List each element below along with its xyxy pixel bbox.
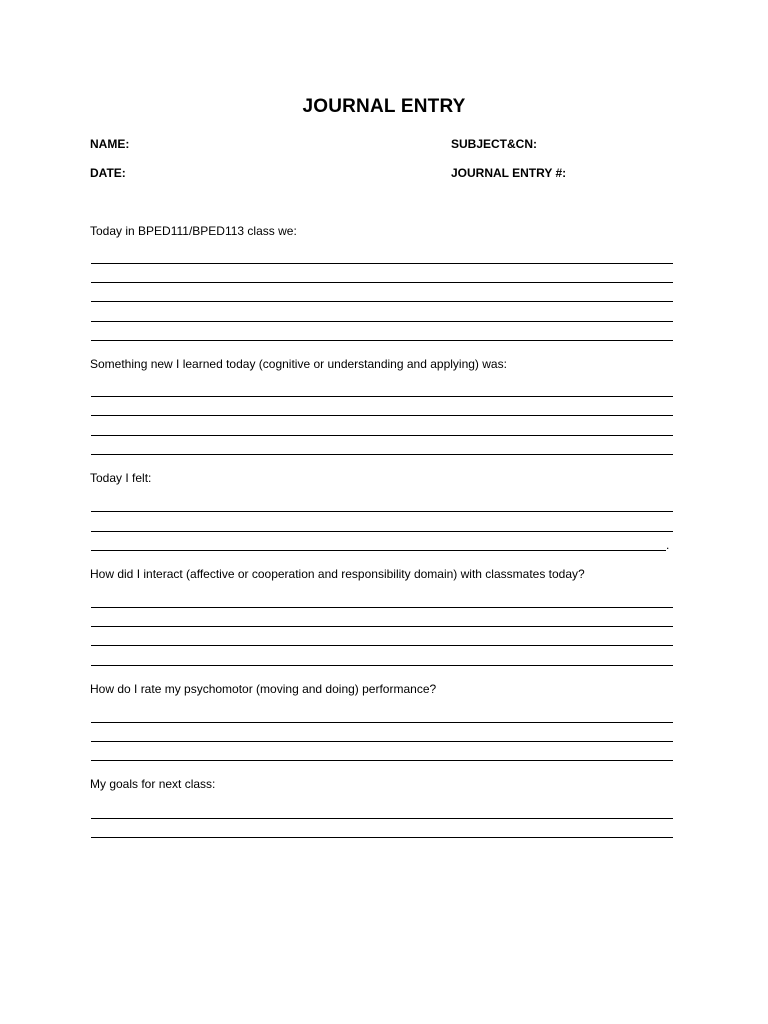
section-prompt: How did I interact (affective or cooperation and responsibility domain) with classmates today?: [90, 567, 585, 581]
section-prompt: My goals for next class:: [90, 777, 216, 791]
section-prompt: Today in BPED111/BPED113 class we:: [90, 224, 297, 238]
name-label: NAME:: [90, 137, 130, 151]
section-prompt: Something new I learned today (cognitive or understanding and applying) was:: [90, 357, 507, 371]
journal-entry-number-label: JOURNAL ENTRY #:: [451, 166, 567, 180]
writing-line[interactable]: [91, 415, 673, 416]
writing-line[interactable]: [91, 531, 673, 532]
trailing-period: .: [666, 538, 670, 552]
section-prompt: Today I felt:: [90, 471, 152, 485]
writing-line[interactable]: [91, 665, 673, 666]
writing-line[interactable]: [91, 760, 673, 761]
writing-line[interactable]: [91, 396, 673, 397]
writing-line[interactable]: [91, 263, 673, 264]
writing-line[interactable]: [91, 722, 673, 723]
page-title: JOURNAL ENTRY: [302, 96, 466, 117]
writing-line[interactable]: [91, 454, 673, 455]
writing-line[interactable]: [91, 818, 673, 819]
writing-line[interactable]: [91, 340, 673, 341]
writing-line[interactable]: [91, 741, 673, 742]
writing-line[interactable]: [91, 435, 673, 436]
writing-line[interactable]: [91, 321, 673, 322]
writing-line[interactable]: [91, 511, 673, 512]
writing-line[interactable]: [91, 550, 666, 551]
writing-line[interactable]: [91, 837, 673, 838]
date-label: DATE:: [90, 166, 126, 180]
writing-line[interactable]: [91, 626, 673, 627]
section-prompt: How do I rate my psychomotor (moving and doing) performance?: [90, 682, 437, 696]
writing-line[interactable]: [91, 282, 673, 283]
writing-line[interactable]: [91, 645, 673, 646]
writing-line[interactable]: [91, 301, 673, 302]
subject-label: SUBJECT&CN:: [451, 137, 538, 151]
writing-line[interactable]: [91, 607, 673, 608]
